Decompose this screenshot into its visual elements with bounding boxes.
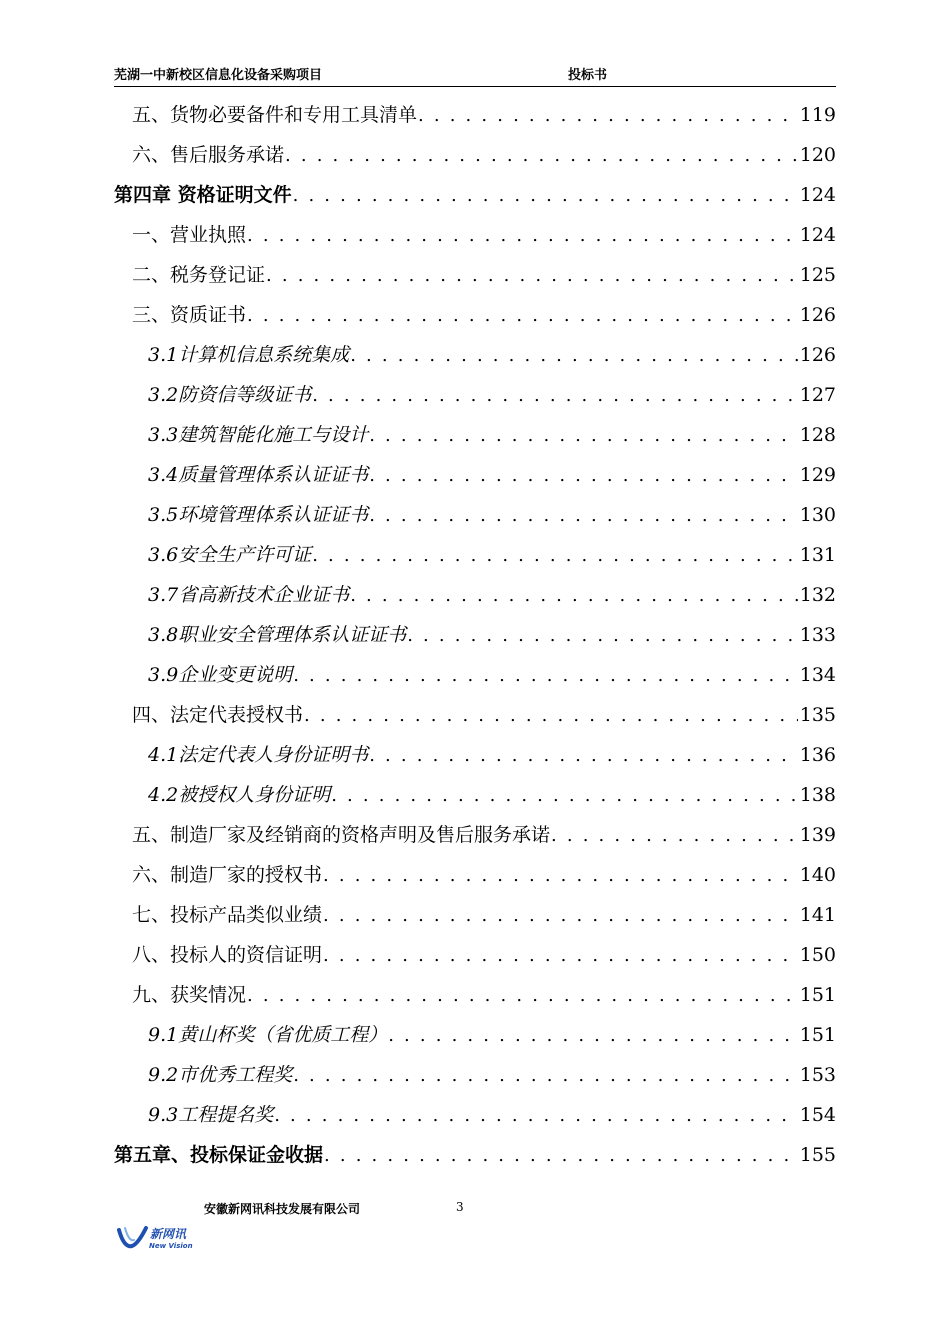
toc-entry[interactable]	[114, 495, 836, 535]
toc-entry[interactable]	[114, 415, 836, 455]
toc-entry[interactable]	[114, 375, 836, 415]
toc-entry-page-number: 134	[799, 664, 836, 686]
page-header	[114, 66, 836, 87]
toc-entry-title: 3.1计算机信息系统集成	[148, 344, 350, 366]
toc-entry[interactable]	[114, 575, 836, 615]
page-footer	[204, 1200, 504, 1220]
toc-leader-dots	[551, 816, 798, 856]
toc-leader-dots	[247, 296, 798, 336]
toc-entry-title: 九、获奖情况	[132, 984, 247, 1006]
toc-entry-title: 4.2被授权人身份证明	[148, 784, 331, 806]
toc-entry-title: 二、税务登记证	[132, 264, 266, 286]
toc-entry-page-number: 124	[799, 184, 836, 206]
svg-text:新网讯: 新网讯	[150, 1227, 187, 1241]
toc-entry[interactable]	[114, 1135, 836, 1175]
toc-leader-dots	[323, 856, 798, 896]
toc-leader-dots	[369, 496, 798, 536]
toc-entry-page-number: 138	[799, 784, 836, 806]
toc-entry-title: 3.9企业变更说明	[148, 664, 293, 686]
toc-leader-dots	[323, 896, 798, 936]
table-of-contents	[114, 95, 836, 1175]
toc-entry[interactable]	[114, 615, 836, 655]
toc-entry-page-number: 125	[799, 264, 836, 286]
toc-entry[interactable]	[114, 175, 836, 215]
toc-leader-dots	[285, 136, 798, 176]
toc-entry[interactable]	[114, 775, 836, 815]
toc-entry-page-number: 151	[799, 1024, 836, 1046]
toc-entry-page-number: 151	[799, 984, 836, 1006]
toc-entry-page-number: 130	[799, 504, 836, 526]
toc-leader-dots	[407, 616, 798, 656]
toc-entry-title: 9.2市优秀工程奖	[148, 1064, 293, 1086]
toc-leader-dots	[312, 536, 798, 576]
toc-entry-title: 五、制造厂家及经销商的资格声明及售后服务承诺	[132, 824, 551, 846]
toc-leader-dots	[304, 696, 798, 736]
toc-entry[interactable]	[114, 735, 836, 775]
svg-text:New Vision: New Vision	[149, 1242, 193, 1250]
toc-entry-page-number: 129	[799, 464, 836, 486]
toc-entry-title: 七、投标产品类似业绩	[132, 904, 323, 926]
toc-entry-page-number: 120	[799, 144, 836, 166]
toc-entry-page-number: 133	[799, 624, 836, 646]
toc-entry[interactable]	[114, 1055, 836, 1095]
toc-entry-title: 3.6安全生产许可证	[148, 544, 312, 566]
toc-entry-title: 3.8职业安全管理体系认证证书	[148, 624, 407, 646]
toc-entry[interactable]	[114, 535, 836, 575]
toc-entry-page-number: 131	[799, 544, 836, 566]
toc-entry[interactable]	[114, 335, 836, 375]
toc-entry[interactable]	[114, 1095, 836, 1135]
header-doc-type: 投标书	[568, 68, 608, 83]
toc-entry-page-number: 128	[799, 424, 836, 446]
toc-entry[interactable]	[114, 855, 836, 895]
toc-entry-title: 八、投标人的资信证明	[132, 944, 323, 966]
toc-entry-title: 三、资质证书	[132, 304, 247, 326]
new-vision-logo-icon	[116, 1224, 216, 1252]
toc-entry-page-number: 154	[799, 1104, 836, 1126]
toc-entry-title: 第四章 资格证明文件	[114, 184, 292, 206]
toc-entry-page-number: 153	[799, 1064, 836, 1086]
toc-entry-title: 六、售后服务承诺	[132, 144, 285, 166]
toc-entry-title: 四、法定代表授权书	[132, 704, 304, 726]
toc-entry-title: 第五章、投标保证金收据	[114, 1144, 324, 1166]
toc-leader-dots	[293, 176, 798, 216]
toc-entry[interactable]	[114, 95, 836, 135]
toc-entry-page-number: 141	[799, 904, 836, 926]
header-project-title: 芜湖一中新校区信息化设备采购项目	[114, 68, 323, 83]
toc-entry-title: 3.3建筑智能化施工与设计	[148, 424, 369, 446]
toc-entry[interactable]	[114, 1015, 836, 1055]
toc-entry-page-number: 126	[799, 304, 836, 326]
toc-entry-page-number: 140	[799, 864, 836, 886]
toc-entry[interactable]	[114, 215, 836, 255]
toc-entry-page-number: 155	[799, 1144, 836, 1166]
toc-entry[interactable]	[114, 455, 836, 495]
company-logo	[116, 1224, 216, 1252]
toc-entry-page-number: 136	[799, 744, 836, 766]
toc-entry-title: 9.3工程提名奖	[148, 1104, 274, 1126]
toc-leader-dots	[266, 256, 798, 296]
toc-entry-title: 3.4质量管理体系认证证书	[148, 464, 369, 486]
footer-page-number: 3	[456, 1200, 464, 1214]
toc-leader-dots	[293, 656, 798, 696]
toc-leader-dots	[274, 1096, 798, 1136]
toc-leader-dots	[247, 216, 798, 256]
toc-entry-page-number: 124	[799, 224, 836, 246]
toc-entry-title: 3.7省高新技术企业证书	[148, 584, 350, 606]
toc-entry-page-number: 119	[799, 104, 836, 126]
toc-leader-dots	[369, 416, 798, 456]
toc-entry[interactable]	[114, 255, 836, 295]
toc-entry[interactable]	[114, 935, 836, 975]
toc-leader-dots	[331, 776, 798, 816]
toc-entry-title: 4.1法定代表人身份证明书	[148, 744, 369, 766]
toc-leader-dots	[324, 1136, 798, 1176]
toc-entry-title: 六、制造厂家的授权书	[132, 864, 323, 886]
toc-leader-dots	[388, 1016, 798, 1056]
toc-leader-dots	[350, 336, 798, 376]
toc-entry[interactable]	[114, 655, 836, 695]
toc-entry[interactable]	[114, 135, 836, 175]
toc-entry-title: 9.1黄山杯奖（省优质工程）	[148, 1024, 388, 1046]
toc-leader-dots	[350, 576, 798, 616]
toc-leader-dots	[323, 936, 798, 976]
toc-entry-page-number: 126	[799, 344, 836, 366]
toc-leader-dots	[369, 456, 798, 496]
footer-company-name: 安徽新网讯科技发展有限公司	[204, 1202, 361, 1216]
toc-entry-page-number: 150	[799, 944, 836, 966]
toc-leader-dots	[418, 96, 798, 136]
toc-entry-page-number: 132	[799, 584, 836, 606]
toc-leader-dots	[312, 376, 798, 416]
toc-entry-title: 3.5环境管理体系认证证书	[148, 504, 369, 526]
toc-leader-dots	[369, 736, 798, 776]
toc-entry[interactable]	[114, 895, 836, 935]
toc-entry-page-number: 127	[799, 384, 836, 406]
toc-entry[interactable]	[114, 815, 836, 855]
toc-entry-page-number: 135	[799, 704, 836, 726]
toc-entry-title: 一、营业执照	[132, 224, 247, 246]
toc-entry-title: 五、货物必要备件和专用工具清单	[132, 104, 418, 126]
toc-entry[interactable]	[114, 975, 836, 1015]
toc-entry[interactable]	[114, 295, 836, 335]
toc-leader-dots	[293, 1056, 798, 1096]
toc-entry-title: 3.2防资信等级证书	[148, 384, 312, 406]
toc-leader-dots	[247, 976, 798, 1016]
toc-entry-page-number: 139	[799, 824, 836, 846]
toc-entry[interactable]	[114, 695, 836, 735]
